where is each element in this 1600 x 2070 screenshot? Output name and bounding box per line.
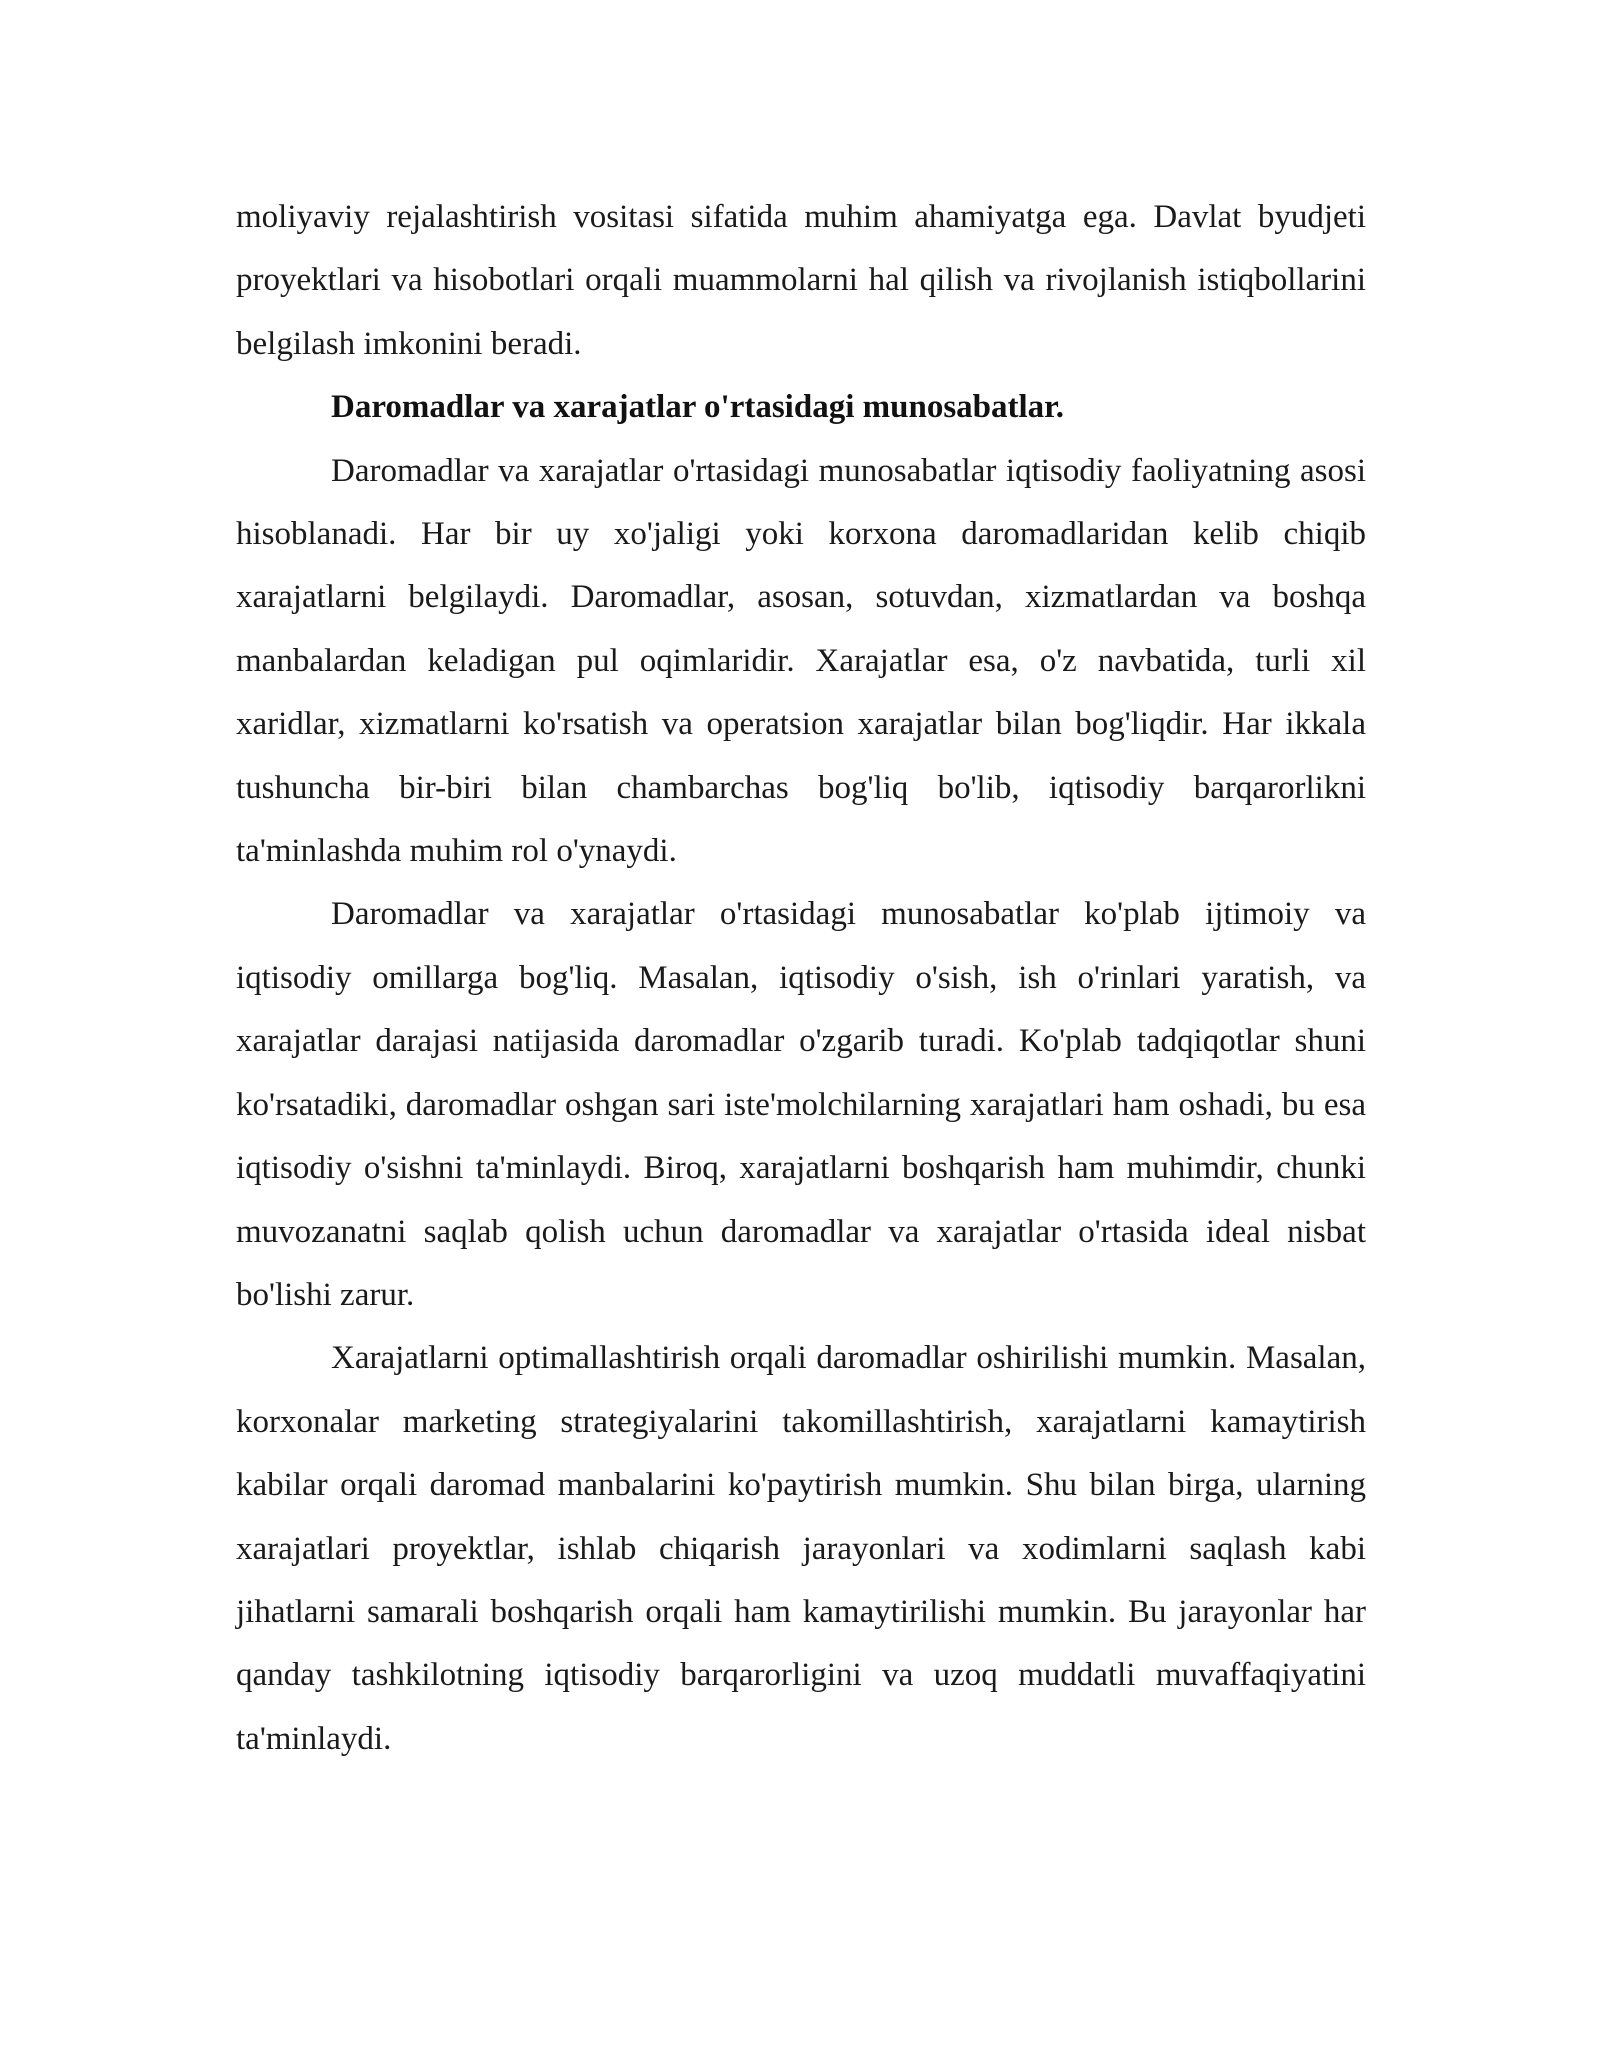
paragraph-optimization: Xarajatlarni optimallashtirish orqali daromadlar oshirilishi mumkin. Masalan, korxonalar marketing strategiyalarini takomillashtirish, xarajatlarni kamaytirish kabilar orqali daromad manbalarini ko'paytirish mumkin. Shu bilan birga, ularning xarajatlari proyektlar, ishlab chiqarish jarayonlari va xodimlarni saqlash kabi jihatlarni samarali boshqarish orqali ham kamaytirilishi mumkin. Bu jarayonlar har qanday tashkilotning iqtisodiy barqarorligini va uzoq muddatli muvaffaqiyatini ta'minlaydi. [236,1340,1366,1757]
section-heading: Daromadlar va xarajatlar o'rtasidagi munosabatlar. [331,389,1065,426]
paragraph-relations-intro: Daromadlar va xarajatlar o'rtasidagi munosabatlar iqtisodiy faoliyatning asosi hisoblanadi. Har bir uy xo'jaligi yoki korxona daromadlaridan kelib chiqib xarajatlarni belgilaydi. Daromadlar, asosan, sotuvdan, xizmatlardan va boshqa manbalardan keladigan pul oqimlaridir. Xarajatlar esa, o'z navbatida, turli xil xaridlar, xizmatlarni ko'rsatish va operatsion xarajatlar bilan bog'liqdir. Har ikkala tushuncha bir-biri bilan chambarchas bog'liq bo'lib, iqtisodiy barqarorlikni ta'minlashda muhim rol o'ynaydi. [236,452,1366,870]
document-page [236,186,1366,1771]
paragraph-continued: moliyaviy rejalashtirish vositasi sifatida muhim ahamiyatga ega. Davlat byudjeti proyektlari va hisobotlari orqali muammolarni hal qilish va rivojlanish istiqbollarini belgilash imkonini beradi. [236,199,1366,362]
paragraph-social-factors: Daromadlar va xarajatlar o'rtasidagi munosabatlar ko'plab ijtimoiy va iqtisodiy omillarga bog'liq. Masalan, iqtisodiy o'sish, ish o'rinlari yaratish, va xarajatlar darajasi natijasida daromadlar o'zgarib turadi. Ko'plab tadqiqotlar shuni ko'rsatadiki, daromadlar oshgan sari iste'molchilarning xarajatlari ham oshadi, bu esa iqtisodiy o'sishni ta'minlaydi. Biroq, xarajatlarni boshqarish ham muhimdir, chunki muvozanatni saqlab qolish uchun daromadlar va xarajatlar o'rtasida ideal nisbat bo'lishi zarur. [236,896,1366,1313]
